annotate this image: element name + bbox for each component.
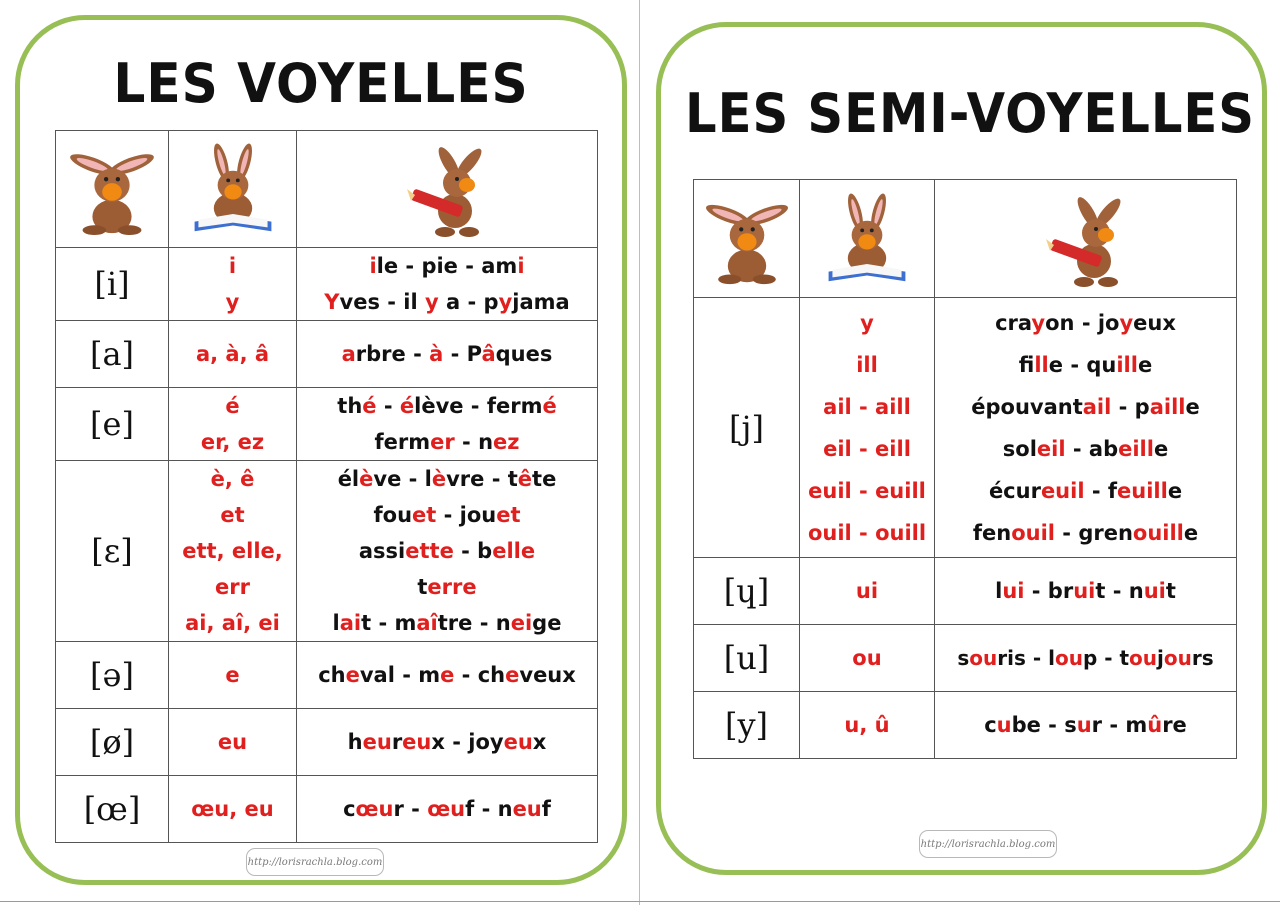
example-text: - jou	[436, 503, 497, 527]
example-text: - n	[454, 430, 494, 454]
example-text: r -	[393, 797, 428, 821]
ipa-cell: [y]	[694, 692, 800, 759]
voyelles-card	[15, 15, 627, 885]
voyelles-row-oe	[56, 776, 598, 843]
example-text: veux	[519, 663, 576, 687]
example-cell	[297, 776, 598, 843]
grapheme-item: a, à, â	[195, 342, 270, 366]
grapheme-item: y	[860, 310, 874, 335]
example-text: ch	[318, 663, 346, 687]
watermark-stamp: http://lorisrachla.blog.com	[919, 830, 1057, 858]
grapheme-cell	[169, 776, 297, 843]
example-text: -	[376, 394, 400, 418]
grapheme-cell	[169, 461, 297, 642]
example-line	[297, 791, 597, 827]
example-text: j	[1157, 646, 1164, 670]
example-text: c	[984, 713, 997, 737]
page-bottom-line	[0, 901, 1280, 902]
grapheme-item: u, û	[844, 713, 890, 737]
grapheme-item: é	[225, 394, 240, 418]
ipa-cell: [i]	[56, 248, 169, 321]
example-text: s	[957, 646, 970, 670]
grapheme-item: et	[220, 503, 245, 527]
highlighted-grapheme: ou	[969, 646, 998, 670]
highlighted-grapheme: é	[399, 394, 415, 418]
example-text: eux	[1133, 310, 1176, 335]
highlighted-grapheme: e	[440, 663, 455, 687]
highlighted-grapheme: ui	[1143, 579, 1166, 603]
example-line	[935, 302, 1236, 344]
example-text: tre - n	[437, 611, 511, 635]
example-cell	[935, 298, 1237, 558]
example-text: f	[1018, 352, 1035, 377]
grapheme-cell	[169, 388, 297, 461]
grapheme-item: eu	[217, 730, 248, 754]
highlighted-grapheme: u	[996, 713, 1012, 737]
example-text: l	[332, 611, 340, 635]
grapheme-item: ill	[856, 352, 878, 377]
example-line	[297, 461, 597, 497]
example-text: rs	[1191, 646, 1214, 670]
highlighted-grapheme: ill	[1034, 352, 1049, 377]
example-line	[297, 424, 597, 460]
example-text: - f	[1084, 478, 1118, 503]
highlighted-grapheme: y	[1119, 310, 1134, 335]
example-text: - b	[453, 539, 493, 563]
grapheme-item: y	[225, 290, 240, 314]
ipa-cell: [ɥ]	[694, 558, 800, 625]
voyelles-header-row	[56, 131, 598, 248]
rabbit-writing-icon	[397, 139, 497, 239]
example-cell	[297, 461, 598, 642]
example-text: e	[1185, 394, 1200, 419]
ipa-cell: [u]	[694, 625, 800, 692]
highlighted-grapheme: eil	[1036, 436, 1066, 461]
highlighted-grapheme: ui	[1002, 579, 1025, 603]
highlighted-grapheme: à	[429, 342, 444, 366]
example-cell	[297, 321, 598, 388]
header-cell-read	[169, 131, 297, 248]
example-text: le - pie - am	[376, 254, 518, 278]
highlighted-grapheme: ou	[1129, 646, 1158, 670]
example-text: ves - il	[339, 290, 425, 314]
ipa-cell: [ɛ]	[56, 461, 169, 642]
example-text: él	[337, 467, 360, 491]
highlighted-grapheme: et	[496, 503, 521, 527]
highlighted-grapheme: i	[517, 254, 525, 278]
example-line	[935, 386, 1236, 428]
highlighted-grapheme: e	[505, 663, 520, 687]
grapheme-item: ui	[855, 579, 879, 603]
highlighted-grapheme: ill	[1116, 352, 1138, 377]
highlighted-grapheme: et	[412, 503, 437, 527]
highlighted-grapheme: euill	[1117, 478, 1168, 503]
example-text: f - n	[465, 797, 513, 821]
grapheme-cell	[169, 321, 297, 388]
example-line	[935, 570, 1236, 612]
highlighted-grapheme: û	[1147, 713, 1163, 737]
example-text: t	[1165, 579, 1176, 603]
example-text: écur	[988, 478, 1041, 503]
example-text: a - p	[438, 290, 499, 314]
example-text: e	[1137, 352, 1153, 377]
grapheme-item: ouil - ouill	[807, 520, 927, 545]
example-text: e - qu	[1048, 352, 1117, 377]
example-line	[297, 533, 597, 569]
example-text: ferm	[374, 430, 431, 454]
example-text: - ab	[1065, 436, 1119, 461]
header-cell-read	[800, 180, 935, 298]
example-line	[297, 388, 597, 424]
example-text: r	[391, 730, 403, 754]
example-line	[935, 704, 1236, 746]
example-cell	[935, 558, 1237, 625]
voyelles-row-epsilon	[56, 461, 598, 642]
semi-voyelles-title: LES SEMI-VOYELLES	[685, 82, 1255, 145]
header-cell-write	[297, 131, 598, 248]
rabbit-listening-icon	[63, 139, 161, 239]
highlighted-grapheme: è	[431, 467, 447, 491]
grapheme-cell	[169, 709, 297, 776]
highlighted-grapheme: ai	[339, 611, 362, 635]
example-text: t	[417, 575, 428, 599]
example-cell	[297, 248, 598, 321]
highlighted-grapheme: aî	[416, 611, 438, 635]
voyelles-row-schwa	[56, 642, 598, 709]
highlighted-grapheme: i	[369, 254, 377, 278]
example-text: ge	[532, 611, 562, 635]
highlighted-grapheme: e	[345, 663, 360, 687]
highlighted-grapheme: y	[425, 290, 439, 314]
example-text: x - joy	[431, 730, 504, 754]
semi-voyelles-row-u	[694, 625, 1237, 692]
ipa-cell: [j]	[694, 298, 800, 558]
semi-voyelles-header-row	[694, 180, 1237, 298]
example-text: val - m	[359, 663, 441, 687]
example-cell	[935, 692, 1237, 759]
grapheme-item: œu, eu	[191, 797, 274, 821]
highlighted-grapheme: eill	[1118, 436, 1154, 461]
example-text: - P	[443, 342, 482, 366]
example-text: h	[347, 730, 363, 754]
example-cell	[297, 642, 598, 709]
example-text: th	[337, 394, 363, 418]
semi-voyelles-table	[693, 179, 1237, 759]
grapheme-item: i	[228, 254, 237, 278]
example-text: rbre -	[355, 342, 430, 366]
header-cell-ear	[56, 131, 169, 248]
ipa-cell: [a]	[56, 321, 169, 388]
grapheme-cell	[800, 692, 935, 759]
example-text: r - m	[1091, 713, 1148, 737]
grapheme-item: ail - aill	[823, 394, 911, 419]
example-text: e	[1183, 520, 1199, 545]
example-cell	[297, 709, 598, 776]
example-line	[297, 248, 597, 284]
semi-voyelles-row-turned-h	[694, 558, 1237, 625]
highlighted-grapheme: é	[362, 394, 377, 418]
example-text: x	[532, 730, 547, 754]
example-cell	[935, 625, 1237, 692]
highlighted-grapheme: œu	[355, 797, 394, 821]
example-line	[935, 512, 1236, 554]
highlighted-grapheme: elle	[492, 539, 536, 563]
highlighted-grapheme: er	[430, 430, 455, 454]
highlighted-grapheme: ou	[1054, 646, 1083, 670]
example-text: t - m	[361, 611, 417, 635]
example-line	[935, 344, 1236, 386]
example-text: fen	[972, 520, 1012, 545]
highlighted-grapheme: ail	[1082, 394, 1112, 419]
voyelles-row-a	[56, 321, 598, 388]
voyelles-row-e	[56, 388, 598, 461]
grapheme-cell	[800, 298, 935, 558]
example-text: c	[343, 797, 356, 821]
highlighted-grapheme: ouill	[1132, 520, 1184, 545]
highlighted-grapheme: â	[481, 342, 496, 366]
example-line	[297, 657, 597, 693]
highlighted-grapheme: ui	[1073, 579, 1096, 603]
voyelles-table	[55, 130, 598, 843]
grapheme-cell	[800, 558, 935, 625]
example-text: vre - t	[446, 467, 518, 491]
example-text: jama	[512, 290, 570, 314]
example-line	[297, 336, 597, 372]
grapheme-cell	[800, 625, 935, 692]
highlighted-grapheme: erre	[427, 575, 477, 599]
example-text: p - t	[1082, 646, 1130, 670]
highlighted-grapheme: a	[341, 342, 356, 366]
semi-voyelles-row-y	[694, 692, 1237, 759]
example-text: re	[1162, 713, 1187, 737]
highlighted-grapheme: eu	[362, 730, 392, 754]
highlighted-grapheme: ou	[1163, 646, 1192, 670]
example-line	[297, 284, 597, 320]
highlighted-grapheme: è	[359, 467, 374, 491]
semi-voyelles-row-j	[694, 298, 1237, 558]
highlighted-grapheme: Y	[324, 290, 340, 314]
ipa-cell: [ə]	[56, 642, 169, 709]
highlighted-grapheme: u	[1076, 713, 1092, 737]
example-text: sol	[1002, 436, 1037, 461]
highlighted-grapheme: ez	[493, 430, 520, 454]
header-cell-ear	[694, 180, 800, 298]
highlighted-grapheme: aill	[1149, 394, 1186, 419]
highlighted-grapheme: ê	[517, 467, 533, 491]
voyelles-title: LES VOYELLES	[113, 52, 529, 115]
highlighted-grapheme: œu	[427, 797, 466, 821]
grapheme-item: ett, elle,	[182, 539, 283, 563]
example-text: - p	[1111, 394, 1150, 419]
example-line	[935, 470, 1236, 512]
example-text: - gren	[1054, 520, 1133, 545]
highlighted-grapheme: é	[542, 394, 557, 418]
example-text: assi	[358, 539, 406, 563]
watermark-stamp: http://lorisrachla.blog.com	[246, 848, 384, 876]
grapheme-item: e	[225, 663, 240, 687]
example-line	[935, 428, 1236, 470]
grapheme-item: eil - eill	[823, 436, 911, 461]
example-text: - ch	[454, 663, 506, 687]
highlighted-grapheme: eu	[503, 730, 533, 754]
example-text: lève - ferm	[414, 394, 543, 418]
example-text: ve - l	[373, 467, 432, 491]
example-text: te	[532, 467, 557, 491]
example-text: e	[1153, 436, 1169, 461]
example-text: - br	[1024, 579, 1074, 603]
highlighted-grapheme: euil	[1040, 478, 1085, 503]
grapheme-item: euil - euill	[808, 478, 926, 503]
example-text: f	[541, 797, 551, 821]
highlighted-grapheme: eu	[402, 730, 432, 754]
ipa-cell: [œ]	[56, 776, 169, 843]
highlighted-grapheme: ei	[510, 611, 533, 635]
example-text: ris - l	[997, 646, 1055, 670]
ipa-cell: [e]	[56, 388, 169, 461]
grapheme-item: ai, aî, ei	[185, 611, 280, 635]
example-line	[297, 569, 597, 605]
voyelles-row-o-slash	[56, 709, 598, 776]
example-text: t - n	[1095, 579, 1144, 603]
grapheme-item: ou	[852, 646, 882, 670]
example-line	[297, 724, 597, 760]
rabbit-reading-icon	[185, 139, 281, 239]
example-text: be - s	[1011, 713, 1077, 737]
rabbit-reading-icon	[819, 189, 915, 289]
rabbit-listening-icon	[699, 189, 795, 289]
example-cell	[297, 388, 598, 461]
example-text: cra	[995, 310, 1032, 335]
voyelles-row-i	[56, 248, 598, 321]
example-text: on - jo	[1045, 310, 1120, 335]
example-text: ques	[495, 342, 553, 366]
highlighted-grapheme: y	[498, 290, 513, 314]
highlighted-grapheme: y	[1031, 310, 1046, 335]
rabbit-writing-icon	[1036, 189, 1136, 289]
header-cell-write	[935, 180, 1237, 298]
grapheme-item: err	[215, 575, 250, 599]
highlighted-grapheme: eu	[512, 797, 542, 821]
highlighted-grapheme: ouil	[1011, 520, 1055, 545]
example-line	[935, 637, 1236, 679]
example-text: l	[995, 579, 1003, 603]
page-divider	[639, 0, 640, 905]
example-line	[297, 497, 597, 533]
example-text: épouvant	[971, 394, 1083, 419]
highlighted-grapheme: ette	[405, 539, 454, 563]
grapheme-cell	[169, 248, 297, 321]
grapheme-item: er, ez	[200, 430, 265, 454]
ipa-cell: [ø]	[56, 709, 169, 776]
grapheme-cell	[169, 642, 297, 709]
example-text: fou	[373, 503, 413, 527]
example-text: e	[1167, 478, 1183, 503]
example-line	[297, 605, 597, 641]
semi-voyelles-card	[656, 22, 1267, 875]
grapheme-item: è, ê	[210, 467, 255, 491]
